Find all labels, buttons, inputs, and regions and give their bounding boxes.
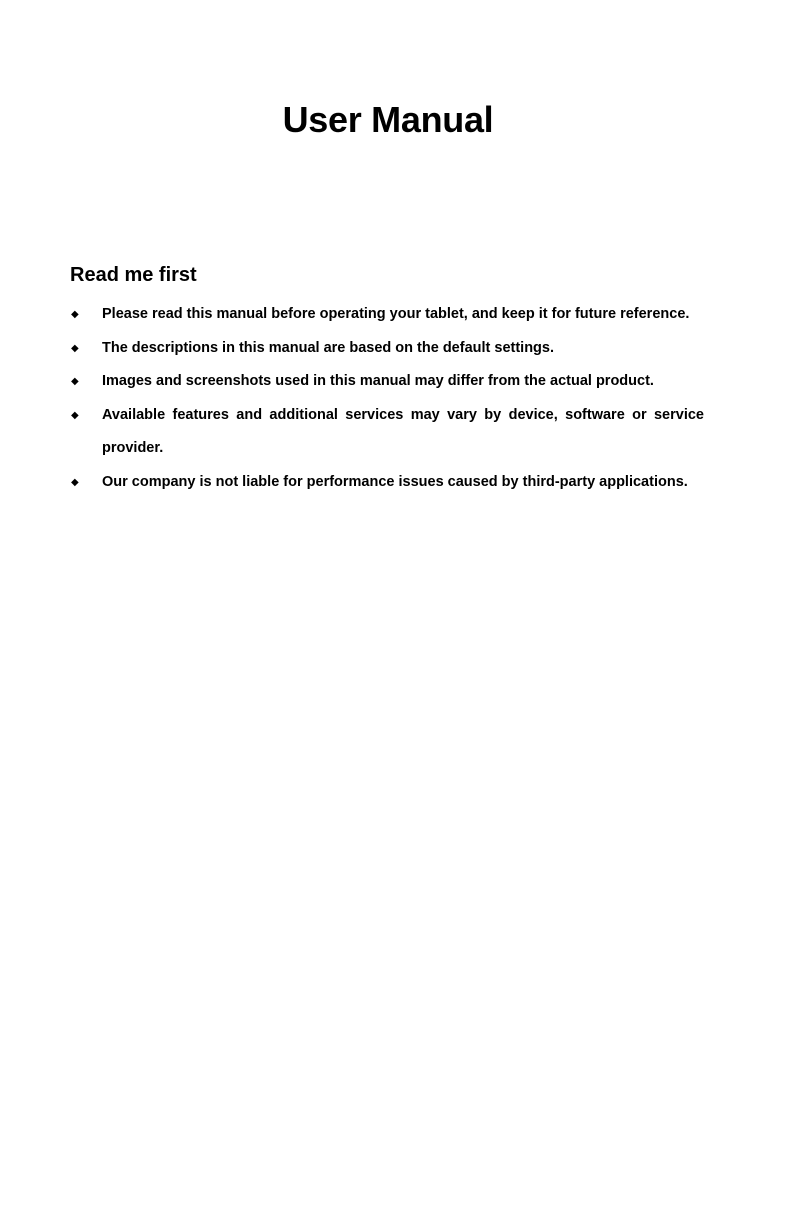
list-item <box>70 298 704 332</box>
bullet-list <box>70 298 704 499</box>
page-title: User Manual <box>282 99 494 140</box>
list-item-text: The descriptions in this manual are based on the default settings. <box>102 339 554 356</box>
diamond-bullet-icon: ◆ <box>71 342 79 354</box>
section-heading: Read me first <box>70 264 197 286</box>
list-item-text: Available features and additional services may vary by device, software or service provider. <box>102 406 704 456</box>
diamond-bullet-icon: ◆ <box>71 376 79 387</box>
list-item <box>70 399 704 466</box>
list-item-text: Our company is not liable for performance issues caused by third-party applications. <box>102 473 688 490</box>
diamond-bullet-icon: ◆ <box>71 476 79 488</box>
list-item-text: Images and screenshots used in this manual may differ from the actual product. <box>102 373 654 389</box>
list-item <box>70 332 704 366</box>
diamond-bullet-icon: ◆ <box>71 309 79 320</box>
list-item-text: Please read this manual before operating your tablet, and keep it for future reference. <box>102 306 690 322</box>
list-item <box>70 365 704 399</box>
diamond-bullet-icon: ◆ <box>71 409 79 421</box>
list-item <box>70 466 704 500</box>
